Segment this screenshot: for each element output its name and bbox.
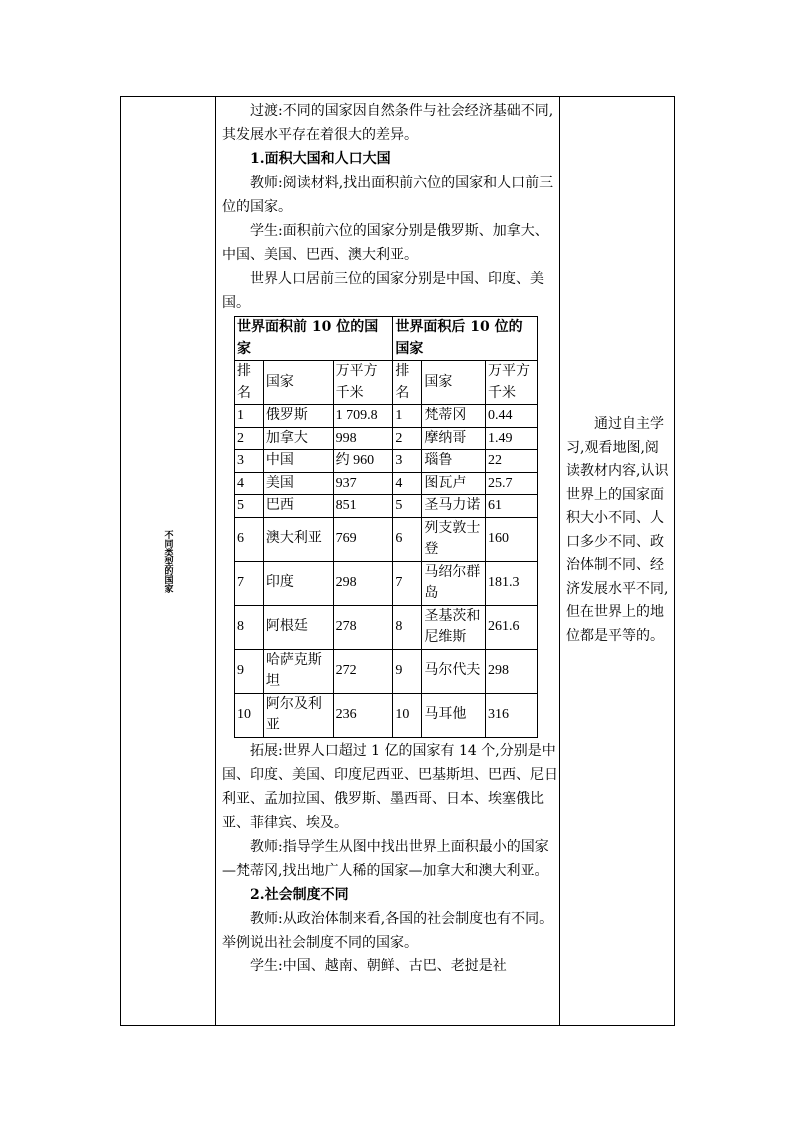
rank-cell: 7 (393, 561, 422, 605)
country-cell: 中国 (263, 450, 333, 473)
area-cell: 1.49 (486, 427, 538, 450)
area-cell: 22 (486, 450, 538, 473)
rank-cell: 6 (393, 517, 422, 561)
area-cell: 851 (333, 495, 393, 518)
area-cell: 约 960 (333, 450, 393, 473)
country-cell: 加拿大 (263, 427, 333, 450)
country-cell: 澳大利亚 (263, 517, 333, 561)
topic-label-cell (121, 97, 215, 1025)
area-cell: 181.3 (486, 561, 538, 605)
rank-cell: 5 (235, 495, 264, 518)
country-header: 国家 (263, 361, 333, 405)
top-10-title: 世界面积前 10 位的国家 (235, 317, 393, 361)
area-cell: 25.7 (486, 472, 538, 495)
bottom-10-title: 世界面积后 10 位的国家 (393, 317, 538, 361)
table-row (235, 495, 538, 518)
area-ranking-table (234, 316, 538, 738)
area-cell: 298 (486, 649, 538, 693)
transition-paragraph: 过渡:不同的国家因自然条件与社会经济基础不同,其发展水平存在着很大的差异。 (222, 103, 554, 143)
country-cell: 美国 (263, 472, 333, 495)
area-cell: 937 (333, 472, 393, 495)
rank-cell: 4 (393, 472, 422, 495)
area-cell: 236 (333, 693, 393, 737)
country-cell: 俄罗斯 (263, 405, 333, 428)
country-cell: 马尔代夫 (422, 649, 486, 693)
rank-header: 排名 (393, 361, 422, 405)
rank-cell: 8 (235, 605, 264, 649)
country-cell: 阿尔及利亚 (263, 693, 333, 737)
country-cell: 圣基茨和尼维斯 (422, 605, 486, 649)
country-cell: 图瓦卢 (422, 472, 486, 495)
table-row (235, 561, 538, 605)
table-row (235, 472, 538, 495)
table-row (235, 649, 538, 693)
area-cell: 278 (333, 605, 393, 649)
section-1-title: 1.面积大国和人口大国 (250, 151, 391, 167)
lesson-table (120, 96, 675, 1026)
rank-cell: 7 (235, 561, 264, 605)
column-divider-left (215, 97, 216, 1025)
area-cell: 272 (333, 649, 393, 693)
rank-cell: 10 (235, 693, 264, 737)
rank-cell: 9 (235, 649, 264, 693)
table-row (235, 517, 538, 561)
country-cell: 阿根廷 (263, 605, 333, 649)
area-cell: 316 (486, 693, 538, 737)
rank-cell: 3 (393, 450, 422, 473)
rank-cell: 4 (235, 472, 264, 495)
area-cell: 998 (333, 427, 393, 450)
country-cell: 哈萨克斯坦 (263, 649, 333, 693)
extension-paragraph: 拓展:世界人口超过 1 亿的国家有 14 个,分别是中国、印度、美国、印度尼西亚、巴基斯坦、巴西、尼日利亚、孟加拉国、俄罗斯、墨西哥、日本、埃塞俄比亚、菲律宾、埃及。 (222, 742, 558, 831)
country-cell: 瑙鲁 (422, 450, 486, 473)
section-2-title: 2.社会制度不同 (250, 886, 349, 903)
teacher-instruction-1: 教师:阅读材料,找出面积前六位的国家和人口前三位的国家。 (222, 175, 554, 215)
rank-cell: 1 (235, 405, 264, 428)
country-cell: 列支敦士登 (422, 517, 486, 561)
area-cell: 61 (486, 495, 538, 518)
area-cell: 769 (333, 517, 393, 561)
country-cell: 圣马力诺 (422, 495, 486, 518)
teacher-instruction-2: 教师:指导学生从图中找出世界上面积最小的国家—梵蒂冈,找出地广人稀的国家—加拿大和澳大利亚。 (222, 838, 549, 879)
student-answer-2: 学生:中国、越南、朝鲜、古巴、老挝是社 (250, 957, 507, 974)
country-cell: 马耳他 (422, 693, 486, 737)
table-row (235, 605, 538, 649)
area-cell: 298 (333, 561, 393, 605)
country-cell: 梵蒂冈 (422, 405, 486, 428)
rank-cell: 5 (393, 495, 422, 518)
area-cell: 1 709.8 (333, 405, 393, 428)
rank-cell: 6 (235, 517, 264, 561)
rank-header: 排名 (235, 361, 264, 405)
area-cell: 0.44 (486, 405, 538, 428)
area-cell: 261.6 (486, 605, 538, 649)
area-header: 万平方千米 (333, 361, 393, 405)
topic-label: 不同类型的国家 (162, 529, 173, 593)
design-intent-text: 通过自主学习,观看地图,阅读教材内容,认识世界上的国家面积大小不同、人口多少不同、政治体制不同、经济发展水平不同,但在世界上的地位都是平等的。 (566, 416, 669, 644)
population-paragraph: 世界人口居前三位的国家分别是中国、印度、美国。 (222, 271, 544, 311)
country-header: 国家 (422, 361, 486, 405)
rank-cell: 3 (235, 450, 264, 473)
country-cell: 巴西 (263, 495, 333, 518)
area-header: 万平方千米 (486, 361, 538, 405)
teacher-instruction-3: 教师:从政治体制来看,各国的社会制度也有不同。举例说出社会制度不同的国家。 (222, 910, 554, 951)
table-row (235, 405, 538, 428)
rank-cell: 2 (235, 427, 264, 450)
table-row (235, 450, 538, 473)
country-cell: 马绍尔群岛 (422, 561, 486, 605)
rank-cell: 1 (393, 405, 422, 428)
table-row (235, 427, 538, 450)
country-cell: 印度 (263, 561, 333, 605)
rank-cell: 9 (393, 649, 422, 693)
rank-cell: 10 (393, 693, 422, 737)
area-cell: 160 (486, 517, 538, 561)
rank-cell: 8 (393, 605, 422, 649)
country-cell: 摩纳哥 (422, 427, 486, 450)
teaching-process-cell (222, 99, 560, 977)
student-answer-1: 学生:面积前六位的国家分别是俄罗斯、加拿大、中国、美国、巴西、澳大利亚。 (222, 223, 549, 263)
rank-cell: 2 (393, 427, 422, 450)
table-row (235, 693, 538, 737)
